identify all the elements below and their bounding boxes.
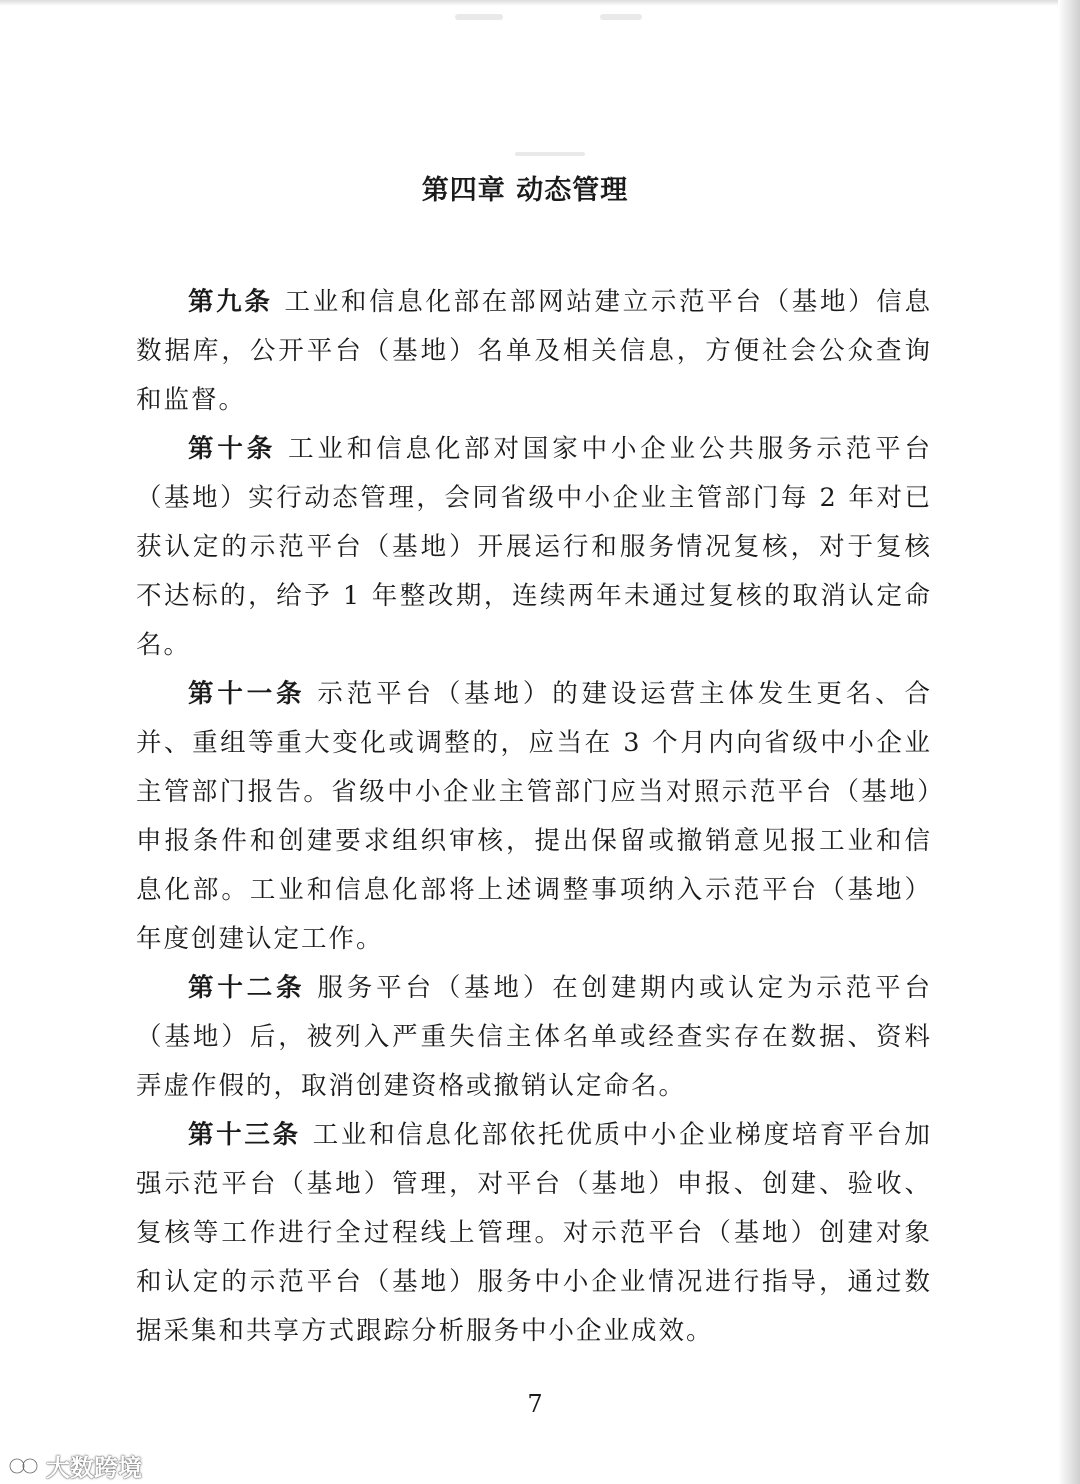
bleed-through-mark — [600, 14, 642, 20]
article-paragraph — [136, 425, 932, 670]
document-body — [136, 278, 932, 1356]
article-text: 工业和信息化部依托优质中小企业梯度培育平台加强示范平台（基地）管理，对平台（基地）申报、创建、验收、复核等工作进行全过程线上管理。对示范平台（基地）创建对象和认定的示范平台（基地）服务中小企业情况进行指导，通过数据采集和共享方式跟踪分析服务中小企业成效。 — [136, 1120, 932, 1346]
article-text: 工业和信息化部对国家中小企业公共服务示范平台（基地）实行动态管理，会同省级中小企业主管部门每 2 年对已获认定的示范平台（基地）开展运行和服务情况复核，对于复核不达标的，给予 1 年整改期，连续两年未通过复核的取消认定命名。 — [136, 434, 932, 660]
page-number: 7 — [527, 1390, 543, 1418]
article-heading: 第十条 — [188, 434, 277, 464]
bleed-through-mark — [515, 152, 585, 156]
article-heading: 第十二条 — [188, 973, 306, 1003]
article-paragraph — [136, 964, 932, 1111]
chapter-title: 第四章 动态管理 — [421, 175, 629, 206]
bleed-through-mark — [455, 14, 503, 20]
article-text: 服务平台（基地）在创建期内或认定为示范平台（基地）后，被列入严重失信主体名单或经查实存在数据、资料弄虚作假的，取消创建资格或撤销认定命名。 — [136, 973, 932, 1101]
article-paragraph — [136, 278, 932, 425]
watermark-text: 大数跨境 — [46, 1454, 142, 1482]
article-text: 示范平台（基地）的建设运营主体发生更名、合并、重组等重大变化或调整的，应当在 3 个月内向省级中小企业主管部门报告。省级中小企业主管部门应当对照示范平台（基地）申报条件和创建要求组织审核，提出保留或撤销意见报工业和信息化部。工业和信息化部将上述调整事项纳入示范平台（基地）年度创建认定工作。 — [136, 679, 932, 954]
watermark-logo-icon — [8, 1453, 42, 1479]
article-heading: 第九条 — [188, 287, 273, 317]
article-paragraph — [136, 1111, 932, 1356]
article-heading: 第十一条 — [188, 679, 306, 709]
scan-shadow-top — [0, 0, 1080, 6]
article-heading: 第十三条 — [188, 1120, 301, 1150]
article-text: 工业和信息化部在部网站建立示范平台（基地）信息数据库，公开平台（基地）名单及相关信息，方便社会公众查询和监督。 — [136, 287, 932, 415]
article-paragraph — [136, 670, 932, 964]
watermark — [8, 1448, 142, 1483]
scan-shadow-right — [1058, 0, 1080, 1484]
